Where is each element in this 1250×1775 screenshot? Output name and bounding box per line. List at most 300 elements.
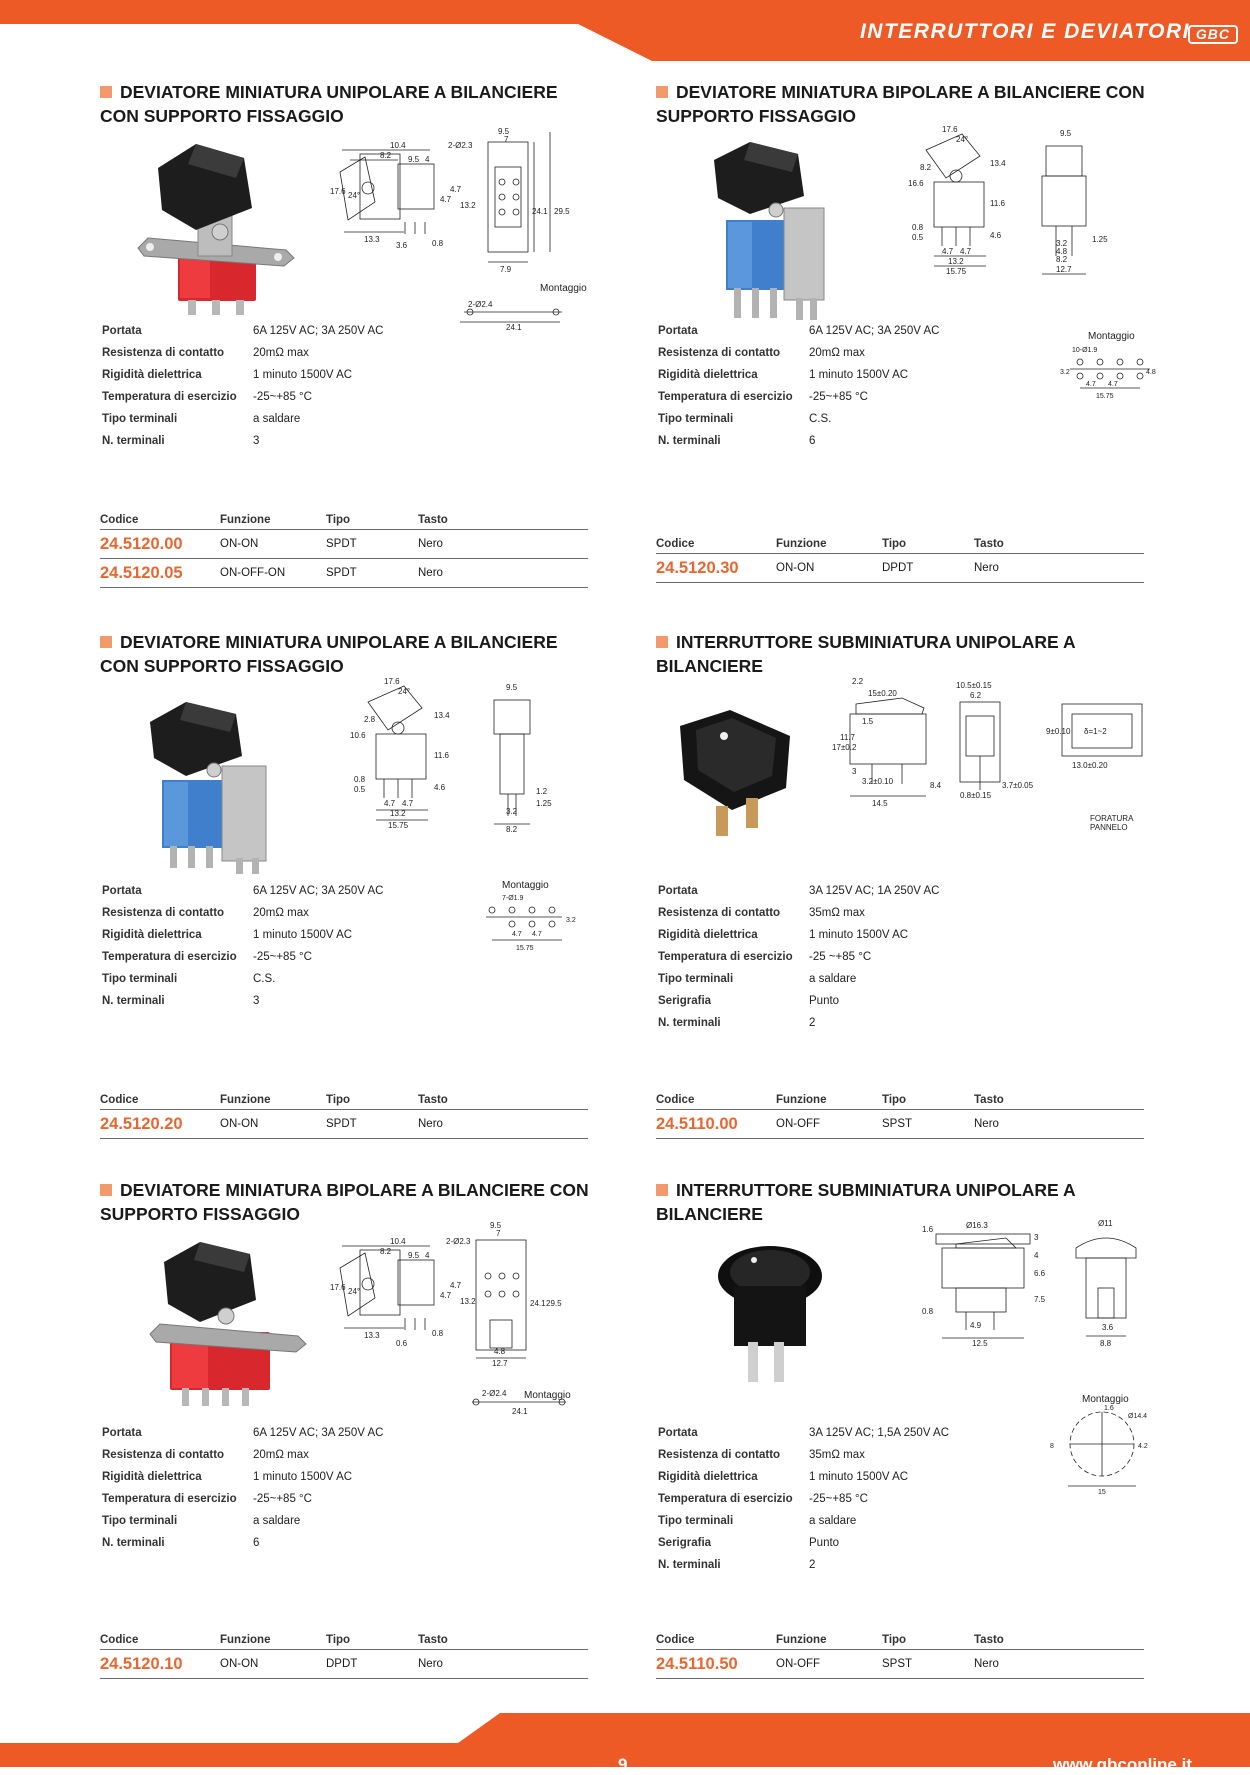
spec-label: Temperatura di esercizio — [102, 391, 237, 403]
spec-row — [658, 880, 939, 902]
spec-row — [102, 386, 383, 408]
spec-label: Temperatura di esercizio — [658, 1493, 793, 1505]
dim-label: 9±0.10 — [1046, 727, 1071, 736]
dim-label: 13.4 — [434, 711, 450, 720]
section-title-text: INTERRUTTORE SUBMINIATURA UNIPOLARE A BILANCIERE — [656, 1180, 1075, 1224]
product-table — [656, 1626, 1144, 1679]
dim-label: 0.8 — [432, 239, 444, 248]
cell-tipo: SPST — [882, 1118, 913, 1130]
spec-value: a saldare — [253, 1515, 301, 1527]
col-header-funzione: Funzione — [776, 1094, 827, 1106]
spec-label: Serigrafia — [658, 1537, 712, 1549]
dim-label: 7 — [504, 135, 509, 144]
dim-label: 8.2 — [506, 825, 518, 834]
spec-value: 3 — [253, 995, 260, 1007]
spec-value: -25~+85 °C — [253, 1493, 312, 1505]
dim-label: 17.6 — [330, 187, 346, 196]
spec-value: 20mΩ max — [809, 347, 865, 359]
dim-label: 17±0.2 — [832, 743, 857, 752]
spec-row — [102, 968, 383, 990]
cell-funzione: ON-OFF — [776, 1118, 821, 1130]
cell-tasto: Nero — [418, 1658, 443, 1670]
col-header-funzione: Funzione — [776, 538, 827, 550]
bullet-square-icon — [656, 636, 668, 648]
dim-label: 4.7 — [532, 931, 542, 938]
dim-label: 7-Ø1.9 — [502, 895, 524, 902]
dim-label: 4.7 — [384, 799, 396, 808]
spec-label: Rigidità dielettrica — [102, 369, 202, 381]
dim-label: 24.1 — [532, 207, 548, 216]
dim-label: 0.5 — [912, 233, 924, 242]
spec-row — [658, 990, 939, 1012]
col-header-tipo: Tipo — [882, 1094, 907, 1106]
product-section-1 — [100, 80, 600, 580]
dim-label: 1.25 — [1092, 235, 1108, 244]
mount-drawing — [1046, 1404, 1156, 1494]
table-header — [656, 530, 1144, 554]
product-code: 24.5120.00 — [100, 534, 183, 553]
mount-label: Montaggio — [1082, 1394, 1129, 1405]
dim-label: 13.2 — [390, 809, 406, 818]
technical-drawing — [350, 676, 600, 836]
table-row — [100, 530, 588, 559]
dim-label: 4.7 — [1108, 381, 1118, 388]
product-photo — [144, 696, 294, 876]
spec-row — [102, 924, 383, 946]
spec-label: Resistenza di contatto — [102, 907, 225, 919]
dim-label: 4.2 — [1138, 1443, 1148, 1450]
bullet-square-icon — [100, 1184, 112, 1196]
dim-label: 0.8 — [922, 1307, 934, 1316]
cell-tasto: Nero — [418, 567, 443, 579]
mount-label: Montaggio — [540, 283, 587, 294]
dim-label: 10.4 — [390, 141, 406, 150]
dim-label: 29.5 — [546, 1299, 562, 1308]
product-section-2 — [656, 80, 1156, 580]
product-section-5 — [100, 1178, 600, 1678]
footer-url-link[interactable]: www.gbconline.it — [1052, 1755, 1192, 1774]
dim-label: Ø14.4 — [1128, 1413, 1148, 1420]
dim-label: 2-Ø2.4 — [482, 1389, 507, 1398]
spec-label: Portata — [658, 1427, 698, 1439]
spec-label: Tipo terminali — [102, 1515, 178, 1527]
col-header-tasto: Tasto — [418, 1094, 448, 1106]
product-photo — [706, 138, 846, 323]
dim-label: 4.7 — [450, 1281, 462, 1290]
spec-label: Portata — [102, 325, 142, 337]
spec-value: Punto — [809, 995, 840, 1007]
spec-value: 1 minuto 1500V AC — [253, 1471, 353, 1483]
bullet-square-icon — [100, 636, 112, 648]
spec-label: Portata — [102, 885, 142, 897]
dim-label: 4.8 — [494, 1347, 506, 1356]
spec-label: Tipo terminali — [102, 413, 178, 425]
dim-label: 12.7 — [492, 1359, 508, 1368]
dim-label: 8.2 — [1056, 255, 1068, 264]
dim-label: 13.2 — [460, 1297, 476, 1306]
dim-label: 2-Ø2.3 — [446, 1237, 471, 1246]
section-title-text: DEVIATORE MINIATURA BIPOLARE A BILANCIERE CON SUPPORTO FISSAGGIO — [100, 1180, 589, 1224]
dim-label: 3 — [1034, 1233, 1039, 1242]
bullet-square-icon — [656, 86, 668, 98]
table-header — [656, 1086, 1144, 1110]
product-photo — [676, 706, 806, 846]
cell-funzione: ON-ON — [220, 1658, 259, 1670]
dim-label: 3.2 — [1060, 369, 1070, 376]
spec-row — [102, 880, 383, 902]
spec-value: 20mΩ max — [253, 1449, 309, 1461]
dim-label: 15.75 — [388, 821, 409, 830]
mount-label: Montaggio — [524, 1390, 571, 1401]
dim-label: δ=1~2 — [1084, 727, 1107, 736]
dim-label: 3.2 — [566, 917, 576, 924]
col-header-tipo: Tipo — [326, 1094, 351, 1106]
spec-label: Tipo terminali — [658, 1515, 734, 1527]
product-table — [100, 506, 588, 588]
dim-label: 7 — [496, 1229, 501, 1238]
dim-label: 4.7 — [512, 931, 522, 938]
dim-label: 17.6 — [942, 125, 958, 134]
spec-value: 1 minuto 1500V AC — [253, 929, 353, 941]
section-title — [100, 80, 600, 128]
product-code: 24.5120.10 — [100, 1654, 183, 1673]
spec-value: 35mΩ max — [809, 1449, 865, 1461]
col-header-funzione: Funzione — [220, 1634, 271, 1646]
spec-label: Resistenza di contatto — [102, 347, 225, 359]
spec-row — [658, 1422, 949, 1444]
section-title — [656, 630, 1156, 678]
dim-label: 9.5 — [490, 1221, 502, 1230]
spec-label: Tipo terminali — [102, 973, 178, 985]
col-header-tasto: Tasto — [418, 514, 448, 526]
dim-label: 15.75 — [1096, 393, 1114, 400]
dim-label: Ø11 — [1098, 1219, 1113, 1228]
spec-label: Rigidità dielettrica — [658, 1471, 758, 1483]
spec-label: Tipo terminali — [658, 413, 734, 425]
header-title-text: INTERRUTTORI E DEVIATORI — [859, 20, 1190, 43]
product-code: 24.5110.00 — [656, 1114, 738, 1133]
spec-value: -25~+85 °C — [809, 1493, 868, 1505]
dim-label: 6.2 — [970, 691, 982, 700]
dim-label: 8.2 — [380, 1247, 392, 1256]
cell-tasto: Nero — [418, 538, 443, 550]
spec-value: 3 — [253, 435, 260, 447]
dim-label: 24° — [398, 687, 411, 696]
dim-label: 10.4 — [390, 1237, 406, 1246]
spec-row — [102, 1532, 383, 1554]
dim-label: 13.3 — [364, 235, 380, 244]
dim-label: 8 — [1050, 1443, 1054, 1450]
spec-list — [658, 320, 939, 452]
spec-label: N. terminali — [102, 435, 165, 447]
spec-label: Temperatura di esercizio — [658, 951, 793, 963]
spec-value: a saldare — [809, 973, 857, 985]
product-table — [100, 1086, 588, 1139]
dim-label: 0.5 — [354, 785, 366, 794]
spec-label: N. terminali — [658, 1559, 721, 1571]
col-header-funzione: Funzione — [220, 1094, 271, 1106]
spec-row — [102, 1466, 383, 1488]
spec-row — [658, 342, 939, 364]
dim-label: 1.5 — [862, 717, 874, 726]
spec-value: 1 minuto 1500V AC — [253, 369, 353, 381]
spec-value: 2 — [809, 1017, 816, 1029]
col-header-tipo: Tipo — [326, 514, 351, 526]
product-code: 24.5120.20 — [100, 1114, 183, 1133]
spec-value: Punto — [809, 1537, 840, 1549]
col-header-codice: Codice — [100, 1634, 139, 1646]
dim-label: 11.6 — [434, 751, 449, 760]
dim-label: 8.2 — [380, 151, 392, 160]
dim-label: 4 — [1034, 1251, 1039, 1260]
dim-label: 8.8 — [1100, 1339, 1112, 1348]
spec-row — [102, 1510, 383, 1532]
dim-label: 3.6 — [1102, 1323, 1114, 1332]
spec-value: 6 — [809, 435, 816, 447]
spec-value: -25~+85 °C — [809, 391, 868, 403]
cell-funzione: ON-OFF-ON — [220, 567, 286, 579]
spec-value: 20mΩ max — [253, 907, 309, 919]
table-row — [100, 559, 588, 588]
dim-label: 3 — [852, 767, 857, 776]
dim-label: 24.1 — [506, 323, 522, 332]
table-row — [656, 554, 1144, 583]
section-title-text: DEVIATORE MINIATURA UNIPOLARE A BILANCIERE CON SUPPORTO FISSAGGIO — [100, 632, 558, 676]
col-header-tasto: Tasto — [974, 1634, 1004, 1646]
col-header-codice: Codice — [100, 514, 139, 526]
col-header-codice: Codice — [656, 538, 695, 550]
spec-value: 6 — [253, 1537, 260, 1549]
spec-value: C.S. — [253, 973, 276, 985]
gbc-logo: GBC — [1188, 25, 1238, 44]
spec-label: Resistenza di contatto — [102, 1449, 225, 1461]
section-title — [100, 630, 600, 678]
bullet-square-icon — [100, 86, 112, 98]
spec-label: N. terminali — [658, 1017, 721, 1029]
dim-label: 4 — [425, 1251, 430, 1260]
mount-label: Montaggio — [1088, 331, 1135, 342]
table-row — [100, 1110, 588, 1139]
dim-label: 4.7 — [1086, 381, 1096, 388]
col-header-funzione: Funzione — [776, 1634, 827, 1646]
dim-label: 9.5 — [1060, 129, 1072, 138]
spec-row — [102, 364, 383, 386]
product-photo — [150, 1236, 310, 1412]
spec-row — [658, 1012, 939, 1034]
bullet-square-icon — [656, 1184, 668, 1196]
spec-value: -25~+85 °C — [253, 391, 312, 403]
dim-label: 17.6 — [330, 1283, 346, 1292]
product-code: 24.5110.50 — [656, 1654, 738, 1673]
cell-tasto: Nero — [974, 1118, 999, 1130]
dim-label: 4.7 — [960, 247, 972, 256]
dim-label: 9.5 — [408, 155, 420, 164]
col-header-tipo: Tipo — [882, 538, 907, 550]
spec-value: 1 minuto 1500V AC — [809, 1471, 909, 1483]
spec-list — [658, 1422, 949, 1576]
spec-row — [658, 1554, 949, 1576]
spec-label: Resistenza di contatto — [658, 907, 781, 919]
dim-label: 4.7 — [440, 1291, 452, 1300]
spec-label: Rigidità dielettrica — [658, 929, 758, 941]
dim-label: 1.25 — [536, 799, 552, 808]
dim-label: 3.6 — [396, 241, 408, 250]
col-header-tasto: Tasto — [974, 1094, 1004, 1106]
spec-row — [658, 1466, 949, 1488]
dim-label: 4.7 — [402, 799, 414, 808]
col-header-funzione: Funzione — [220, 514, 271, 526]
dim-label: 15.75 — [516, 945, 534, 952]
spec-value: C.S. — [809, 413, 832, 425]
dim-label: 4 — [425, 155, 430, 164]
spec-value: a saldare — [809, 1515, 857, 1527]
spec-value: 35mΩ max — [809, 907, 865, 919]
product-table — [656, 530, 1144, 583]
panel-label: FORATURA PANNELO — [1090, 814, 1133, 832]
mount-drawing — [480, 892, 580, 954]
dim-label: 3.2 — [1056, 239, 1068, 248]
spec-row — [102, 990, 383, 1012]
spec-label: N. terminali — [102, 995, 165, 1007]
page-number: 9 — [618, 1755, 628, 1774]
dim-label: 12.5 — [972, 1339, 988, 1348]
spec-label: Tipo terminali — [658, 973, 734, 985]
dim-label: 4.8 — [1056, 247, 1068, 256]
dim-label: 1.6 — [922, 1225, 934, 1234]
dim-label: 29.5 — [554, 207, 570, 216]
spec-row — [658, 968, 939, 990]
cell-tasto: Nero — [974, 562, 999, 574]
dim-label: 11.7 — [840, 733, 855, 742]
col-header-tipo: Tipo — [326, 1634, 351, 1646]
section-title-text: INTERRUTTORE SUBMINIATURA UNIPOLARE A BILANCIERE — [656, 632, 1075, 676]
dim-label: 4.7 — [450, 185, 462, 194]
spec-value: 1 minuto 1500V AC — [809, 929, 909, 941]
spec-row — [658, 364, 939, 386]
dim-label: 9.5 — [498, 127, 510, 136]
spec-value: 6A 125V AC; 3A 250V AC — [253, 1427, 384, 1439]
dim-label: 17.6 — [384, 677, 400, 686]
dim-label: 15 — [1098, 1489, 1106, 1496]
dim-label: 11.6 — [990, 199, 1005, 208]
dim-label: 4.7 — [440, 195, 452, 204]
product-photo — [712, 1242, 832, 1412]
dim-label: 24° — [956, 135, 969, 144]
cell-tipo: SPDT — [326, 567, 357, 579]
dim-label: 13.2 — [948, 257, 964, 266]
spec-value: 6A 125V AC; 3A 250V AC — [253, 325, 384, 337]
dim-label: 24.1 — [512, 1407, 528, 1416]
spec-row — [658, 1510, 949, 1532]
dim-label: 0.8 — [912, 223, 924, 232]
spec-label: Rigidità dielettrica — [658, 369, 758, 381]
technical-drawing — [326, 1216, 596, 1416]
cell-tipo: SPDT — [326, 538, 357, 550]
dim-label: 10-Ø1.9 — [1072, 347, 1098, 354]
dim-label: 4.6 — [990, 231, 1002, 240]
cell-tasto: Nero — [974, 1658, 999, 1670]
spec-value: 6A 125V AC; 3A 250V AC — [809, 325, 940, 337]
spec-label: Portata — [658, 885, 698, 897]
table-header — [100, 1086, 588, 1110]
col-header-tipo: Tipo — [882, 1634, 907, 1646]
col-header-tasto: Tasto — [974, 538, 1004, 550]
spec-row — [658, 320, 939, 342]
spec-value: 2 — [809, 1559, 816, 1571]
dim-label: 9.5 — [506, 683, 518, 692]
section-title-text: DEVIATORE MINIATURA UNIPOLARE A BILANCIERE CON SUPPORTO FISSAGGIO — [100, 82, 558, 126]
spec-row — [102, 946, 383, 968]
dim-label: 15.75 — [946, 267, 967, 276]
dim-label: 1.6 — [1104, 1405, 1114, 1412]
product-section-6 — [656, 1178, 1156, 1678]
spec-row — [658, 430, 939, 452]
col-header-codice: Codice — [656, 1094, 695, 1106]
dim-label: 2.8 — [364, 715, 376, 724]
product-section-3 — [100, 630, 600, 1140]
spec-label: Portata — [658, 325, 698, 337]
dim-label: 10.6 — [350, 731, 366, 740]
spec-value: 20mΩ max — [253, 347, 309, 359]
product-code: 24.5120.05 — [100, 563, 183, 582]
dim-label: 3.2 — [506, 807, 518, 816]
mount-drawing — [1056, 344, 1156, 400]
spec-row — [102, 408, 383, 430]
spec-value: a saldare — [253, 413, 301, 425]
col-header-codice: Codice — [100, 1094, 139, 1106]
spec-value: -25~+85 °C — [253, 951, 312, 963]
technical-drawing — [922, 1218, 1156, 1348]
cell-tipo: DPDT — [326, 1658, 358, 1670]
cell-funzione: ON-OFF — [776, 1658, 821, 1670]
spec-list — [658, 880, 939, 1034]
dim-label: 8.4 — [930, 781, 942, 790]
dim-label: 13.0±0.20 — [1072, 761, 1108, 770]
dim-label: 4.9 — [970, 1321, 982, 1330]
spec-row — [102, 342, 383, 364]
dim-label: 1.2 — [536, 787, 548, 796]
spec-label: Rigidità dielettrica — [102, 1471, 202, 1483]
dim-label: 13.3 — [364, 1331, 380, 1340]
spec-row — [658, 1488, 949, 1510]
spec-row — [102, 430, 383, 452]
spec-value: 3A 125V AC; 1A 250V AC — [809, 885, 940, 897]
dim-label: 4.6 — [434, 783, 446, 792]
spec-row — [102, 1422, 383, 1444]
dim-label: 0.8 — [432, 1329, 444, 1338]
cell-tipo: SPDT — [326, 1118, 357, 1130]
spec-row — [658, 902, 939, 924]
dim-label: 12.7 — [1056, 265, 1072, 274]
dim-label: 13.4 — [990, 159, 1006, 168]
spec-label: Serigrafia — [658, 995, 712, 1007]
cell-tipo: SPST — [882, 1658, 913, 1670]
table-header — [100, 506, 588, 530]
spec-value: 3A 125V AC; 1,5A 250V AC — [809, 1427, 950, 1439]
table-row — [656, 1110, 1144, 1139]
spec-row — [658, 408, 939, 430]
dim-label: 8.2 — [920, 163, 932, 172]
spec-row — [102, 1444, 383, 1466]
dim-label: 16.6 — [908, 179, 924, 188]
spec-value: 1 minuto 1500V AC — [809, 369, 909, 381]
cell-funzione: ON-ON — [776, 562, 815, 574]
spec-label: Resistenza di contatto — [658, 347, 781, 359]
product-table — [656, 1086, 1144, 1139]
dim-label: 0.6 — [396, 1339, 408, 1348]
dim-label: 4.8 — [1146, 369, 1156, 376]
spec-list — [102, 1422, 383, 1554]
